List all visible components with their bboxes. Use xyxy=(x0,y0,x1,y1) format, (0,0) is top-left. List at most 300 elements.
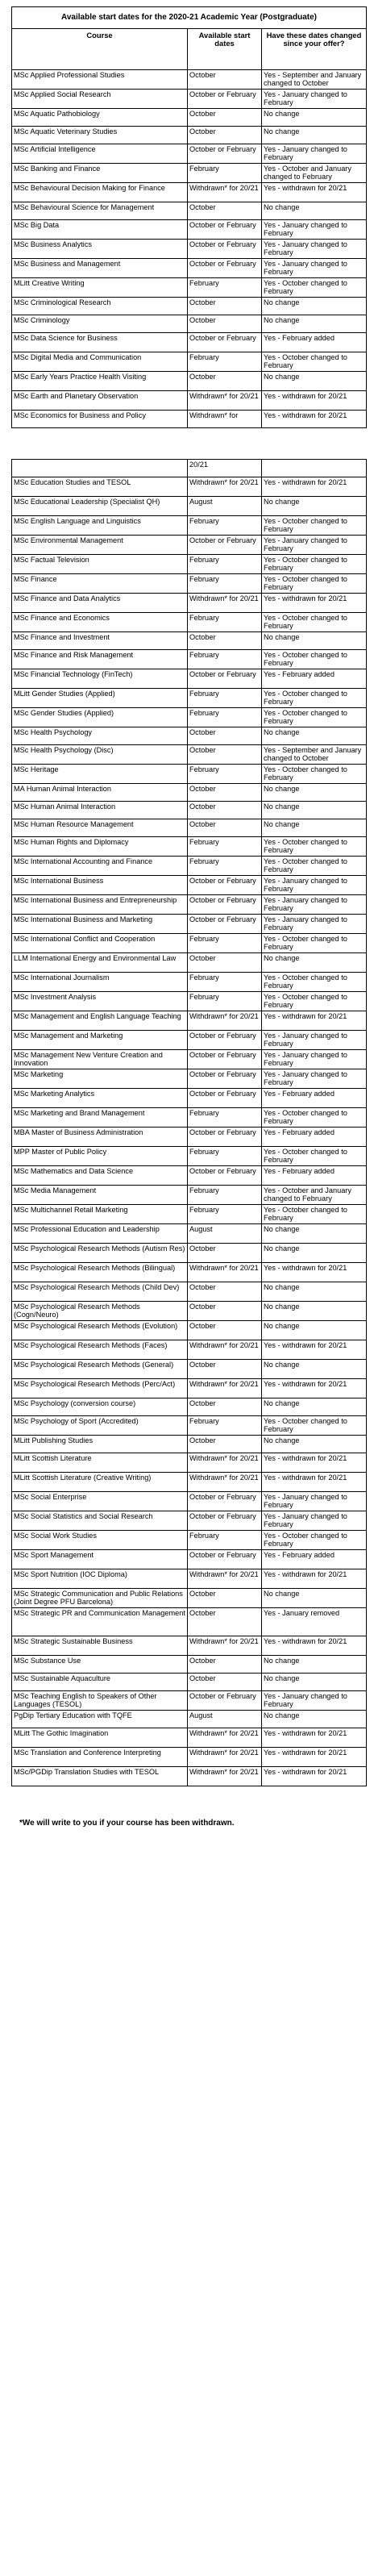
start-dates-cell: October xyxy=(188,1360,262,1379)
course-cell: MSc Health Psychology xyxy=(12,727,188,745)
changed-cell: Yes - withdrawn for 20/21 xyxy=(262,1636,367,1656)
changed-cell: Yes - February added xyxy=(262,333,367,352)
header-course: Course xyxy=(12,29,188,70)
table-row xyxy=(12,497,367,516)
table-title-row xyxy=(12,7,367,29)
start-dates-cell: Withdrawn* for 20/21 xyxy=(188,1569,262,1589)
changed-cell: No change xyxy=(262,202,367,220)
table-row xyxy=(12,802,367,819)
changed-cell: No change xyxy=(262,784,367,802)
course-cell: MSc Finance xyxy=(12,574,188,594)
start-dates-cell: February xyxy=(188,516,262,536)
table-row xyxy=(12,1589,367,1608)
table-row xyxy=(12,1031,367,1050)
table-row xyxy=(12,1186,367,1205)
changed-cell: Yes - withdrawn for 20/21 xyxy=(262,1569,367,1589)
start-dates-cell: Withdrawn* for 20/21 xyxy=(188,1379,262,1398)
start-dates-cell: October xyxy=(188,1656,262,1674)
table-row xyxy=(12,391,367,411)
course-cell: MSc Criminology xyxy=(12,315,188,333)
changed-cell: Yes - February added xyxy=(262,1089,367,1108)
table-row xyxy=(12,1244,367,1263)
changed-cell: Yes - January changed to February xyxy=(262,1069,367,1089)
table-row xyxy=(12,1340,367,1360)
changed-cell: No change xyxy=(262,953,367,973)
course-cell: MSc Psychological Research Methods (Cogn/Neuro) xyxy=(12,1302,188,1321)
changed-cell: Yes - October changed to February xyxy=(262,352,367,372)
table-row xyxy=(12,953,367,973)
course-cell: MSc Data Science for Business xyxy=(12,333,188,352)
changed-cell: No change xyxy=(262,127,367,144)
course-cell: MA Human Animal Interaction xyxy=(12,784,188,802)
table-row xyxy=(12,934,367,953)
course-cell: MSc Social Statistics and Social Research xyxy=(12,1511,188,1531)
course-cell: MSc International Accounting and Finance xyxy=(12,857,188,876)
table-row xyxy=(12,1767,367,1786)
table-row xyxy=(12,1108,367,1128)
course-cell: MSc Psychological Research Methods (General) xyxy=(12,1360,188,1379)
table-row xyxy=(12,1711,367,1728)
start-dates-cell: October xyxy=(188,1282,262,1302)
table-row xyxy=(12,1416,367,1436)
course-cell: MLitt The Gothic Imagination xyxy=(12,1728,188,1748)
course-cell: MSc Human Rights and Diplomacy xyxy=(12,837,188,857)
table-row xyxy=(12,765,367,784)
changed-cell: Yes - October changed to February xyxy=(262,1205,367,1224)
course-cell: MSc Psychological Research Methods (Bilingual) xyxy=(12,1263,188,1282)
table-row xyxy=(12,1089,367,1108)
changed-cell: Yes - withdrawn for 20/21 xyxy=(262,1453,367,1473)
start-dates-cell: October or February xyxy=(188,144,262,164)
start-dates-cell: February xyxy=(188,1186,262,1205)
table-row xyxy=(12,1302,367,1321)
start-dates-cell: October xyxy=(188,1674,262,1691)
course-cell: MSc Banking and Finance xyxy=(12,164,188,183)
start-dates-cell: February xyxy=(188,934,262,953)
course-cell: MSc Media Management xyxy=(12,1186,188,1205)
table-row xyxy=(12,689,367,708)
continuation-changed-cell xyxy=(262,460,367,477)
start-dates-cell: February xyxy=(188,613,262,632)
start-dates-cell: October or February xyxy=(188,333,262,352)
table-row xyxy=(12,240,367,259)
start-dates-cell: Withdrawn* for 20/21 xyxy=(188,183,262,202)
course-cell: MSc Business Analytics xyxy=(12,240,188,259)
start-dates-cell: October xyxy=(188,1608,262,1636)
changed-cell: Yes - withdrawn for 20/21 xyxy=(262,477,367,497)
course-cell: PgDip Tertiary Education with TQFE xyxy=(12,1711,188,1728)
header-changed: Have these dates changed since your offer? xyxy=(262,29,367,70)
course-cell: MSc Finance and Investment xyxy=(12,632,188,650)
course-cell: MSc Aquatic Pathobiology xyxy=(12,109,188,127)
changed-cell: No change xyxy=(262,1711,367,1728)
table-row xyxy=(12,1550,367,1569)
start-dates-cell: October or February xyxy=(188,1050,262,1069)
start-dates-cell: February xyxy=(188,1531,262,1550)
start-dates-cell: October or February xyxy=(188,1128,262,1147)
course-cell: MSc Multichannel Retail Marketing xyxy=(12,1205,188,1224)
changed-cell: Yes - October changed to February xyxy=(262,613,367,632)
start-dates-cell: October xyxy=(188,802,262,819)
changed-cell: Yes - October changed to February xyxy=(262,516,367,536)
changed-cell: Yes - October changed to February xyxy=(262,1147,367,1166)
start-dates-cell: October or February xyxy=(188,1691,262,1711)
changed-cell: No change xyxy=(262,1436,367,1453)
course-cell: MSc Artificial Intelligence xyxy=(12,144,188,164)
start-dates-cell: October or February xyxy=(188,240,262,259)
changed-cell: No change xyxy=(262,1244,367,1263)
table-row xyxy=(12,1569,367,1589)
table-row xyxy=(12,1748,367,1767)
changed-cell: No change xyxy=(262,1674,367,1691)
table-row xyxy=(12,1050,367,1069)
start-dates-cell: October or February xyxy=(188,1492,262,1511)
table-row xyxy=(12,669,367,689)
changed-cell: Yes - January changed to February xyxy=(262,259,367,278)
table-row xyxy=(12,1011,367,1031)
start-dates-cell: October xyxy=(188,953,262,973)
start-dates-cell: Withdrawn* for 20/21 xyxy=(188,1767,262,1786)
start-dates-cell: October xyxy=(188,819,262,837)
table-row xyxy=(12,973,367,992)
table-row xyxy=(12,1453,367,1473)
course-cell: MSc Strategic Sustainable Business xyxy=(12,1636,188,1656)
changed-cell: No change xyxy=(262,1398,367,1416)
footnote: *We will write to you if your course has been withdrawn. xyxy=(19,1819,235,1828)
changed-cell: No change xyxy=(262,802,367,819)
continuation-course-cell xyxy=(12,460,188,477)
changed-cell: Yes - February added xyxy=(262,1550,367,1569)
start-dates-cell: October xyxy=(188,745,262,765)
changed-cell: Yes - October changed to February xyxy=(262,1531,367,1550)
course-cell: MSc Translation and Conference Interpreting xyxy=(12,1748,188,1767)
start-dates-cell: August xyxy=(188,1711,262,1728)
changed-cell: No change xyxy=(262,315,367,333)
table-row xyxy=(12,837,367,857)
start-dates-cell: February xyxy=(188,650,262,669)
table-row xyxy=(12,477,367,497)
course-cell: MSc Management New Venture Creation and Innovation xyxy=(12,1050,188,1069)
course-cell: MSc Psychology (conversion course) xyxy=(12,1398,188,1416)
table-row xyxy=(12,1147,367,1166)
table-row xyxy=(12,1636,367,1656)
changed-cell: No change xyxy=(262,727,367,745)
start-dates-table-part2 xyxy=(11,459,367,1786)
start-dates-cell: October xyxy=(188,109,262,127)
course-cell: MSc Marketing xyxy=(12,1069,188,1089)
changed-cell: Yes - January changed to February xyxy=(262,536,367,555)
course-cell: MSc Investment Analysis xyxy=(12,992,188,1011)
changed-cell: Yes - October changed to February xyxy=(262,973,367,992)
changed-cell: Yes - withdrawn for 20/21 xyxy=(262,1340,367,1360)
course-cell: MSc Criminological Research xyxy=(12,298,188,315)
start-dates-cell: October or February xyxy=(188,259,262,278)
start-dates-cell: Withdrawn* for 20/21 xyxy=(188,1728,262,1748)
changed-cell: Yes - October and January changed to February xyxy=(262,1186,367,1205)
course-cell: MLitt Publishing Studies xyxy=(12,1436,188,1453)
course-cell: MSc Mathematics and Data Science xyxy=(12,1166,188,1186)
table-row xyxy=(12,536,367,555)
start-dates-cell: October xyxy=(188,1321,262,1340)
start-dates-cell: August xyxy=(188,497,262,516)
start-dates-cell: February xyxy=(188,1205,262,1224)
start-dates-cell: February xyxy=(188,278,262,298)
changed-cell: Yes - January changed to February xyxy=(262,1492,367,1511)
start-dates-cell: October or February xyxy=(188,895,262,915)
page-break xyxy=(11,428,366,459)
document xyxy=(11,6,366,1828)
start-dates-cell: October xyxy=(188,1589,262,1608)
changed-cell: Yes - October changed to February xyxy=(262,765,367,784)
table-row xyxy=(12,1166,367,1186)
table-row xyxy=(12,220,367,240)
table-row xyxy=(12,333,367,352)
start-dates-cell: October or February xyxy=(188,1511,262,1531)
table-row xyxy=(12,70,367,90)
course-cell: MSc International Conflict and Cooperation xyxy=(12,934,188,953)
changed-cell: Yes - January changed to February xyxy=(262,220,367,240)
changed-cell: No change xyxy=(262,298,367,315)
start-dates-cell: Withdrawn* for 20/21 xyxy=(188,1473,262,1492)
course-cell: MSc Psychological Research Methods (Child Dev) xyxy=(12,1282,188,1302)
course-cell: MSc International Journalism xyxy=(12,973,188,992)
changed-cell: Yes - September and January changed to October xyxy=(262,745,367,765)
changed-cell: Yes - withdrawn for 20/21 xyxy=(262,183,367,202)
table-row xyxy=(12,202,367,220)
table-row xyxy=(12,278,367,298)
table-row xyxy=(12,1263,367,1282)
course-cell: MSc Social Enterprise xyxy=(12,1492,188,1511)
table-row xyxy=(12,574,367,594)
start-dates-cell: Withdrawn* for 20/21 xyxy=(188,1453,262,1473)
changed-cell: Yes - withdrawn for 20/21 xyxy=(262,1728,367,1748)
start-dates-cell: Withdrawn* for 20/21 xyxy=(188,1340,262,1360)
course-cell: MSc Health Psychology (Disc) xyxy=(12,745,188,765)
start-dates-cell: February xyxy=(188,352,262,372)
course-cell: MLitt Scottish Literature xyxy=(12,1453,188,1473)
changed-cell: No change xyxy=(262,1656,367,1674)
changed-cell: Yes - withdrawn for 20/21 xyxy=(262,1748,367,1767)
table-row xyxy=(12,594,367,613)
table-row xyxy=(12,1656,367,1674)
start-dates-cell: February xyxy=(188,1147,262,1166)
table-row xyxy=(12,992,367,1011)
start-dates-cell: October xyxy=(188,1398,262,1416)
course-cell: MSc Teaching English to Speakers of Other Languages (TESOL) xyxy=(12,1691,188,1711)
changed-cell: Yes - January changed to February xyxy=(262,915,367,934)
start-dates-cell: October xyxy=(188,727,262,745)
course-cell: MSc Gender Studies (Applied) xyxy=(12,708,188,727)
course-cell: MSc Strategic Communication and Public Relations (Joint Degree PFU Barcelona) xyxy=(12,1589,188,1608)
table-row xyxy=(12,259,367,278)
start-dates-cell: October or February xyxy=(188,1031,262,1050)
table-row xyxy=(12,1492,367,1511)
changed-cell: No change xyxy=(262,497,367,516)
start-dates-cell: October or February xyxy=(188,669,262,689)
start-dates-cell: February xyxy=(188,973,262,992)
table-row xyxy=(12,876,367,895)
table-row xyxy=(12,1436,367,1453)
start-dates-cell: February xyxy=(188,708,262,727)
start-dates-cell: February xyxy=(188,1108,262,1128)
course-cell: MSc Substance Use xyxy=(12,1656,188,1674)
course-cell: MLitt Creative Writing xyxy=(12,278,188,298)
course-cell: MSc Environmental Management xyxy=(12,536,188,555)
table-row xyxy=(12,1205,367,1224)
start-dates-cell: Withdrawn* for 20/21 xyxy=(188,477,262,497)
changed-cell: Yes - October changed to February xyxy=(262,708,367,727)
start-dates-cell: Withdrawn* for 20/21 xyxy=(188,1263,262,1282)
course-cell: MSc Educational Leadership (Specialist QH) xyxy=(12,497,188,516)
start-dates-cell: February xyxy=(188,992,262,1011)
changed-cell: Yes - October changed to February xyxy=(262,992,367,1011)
course-cell: MSc Human Animal Interaction xyxy=(12,802,188,819)
course-cell: LLM International Energy and Environmental Law xyxy=(12,953,188,973)
course-cell: MSc Human Resource Management xyxy=(12,819,188,837)
table-row xyxy=(12,144,367,164)
course-cell: MLitt Scottish Literature (Creative Writing) xyxy=(12,1473,188,1492)
table-row xyxy=(12,298,367,315)
start-dates-cell: October or February xyxy=(188,90,262,109)
start-dates-cell: October xyxy=(188,784,262,802)
course-cell: MSc International Business xyxy=(12,876,188,895)
changed-cell: Yes - withdrawn for 20/21 xyxy=(262,391,367,411)
table-row xyxy=(12,1473,367,1492)
table-row xyxy=(12,632,367,650)
start-dates-cell: October or February xyxy=(188,220,262,240)
course-cell: MSc Financial Technology (FinTech) xyxy=(12,669,188,689)
course-cell: MSc Aquatic Veterinary Studies xyxy=(12,127,188,144)
table-row xyxy=(12,1531,367,1550)
changed-cell: Yes - withdrawn for 20/21 xyxy=(262,1263,367,1282)
course-cell: MSc Social Work Studies xyxy=(12,1531,188,1550)
start-dates-cell: October xyxy=(188,70,262,90)
course-cell: MSc International Business and Entrepreneurship xyxy=(12,895,188,915)
changed-cell: Yes - October changed to February xyxy=(262,689,367,708)
changed-cell: Yes - January changed to February xyxy=(262,1691,367,1711)
start-dates-table-part1 xyxy=(11,6,367,428)
start-dates-cell: Withdrawn* for 20/21 xyxy=(188,1636,262,1656)
start-dates-cell: October or February xyxy=(188,876,262,895)
table-row xyxy=(12,819,367,837)
course-cell: MSc Psychological Research Methods (Autism Res) xyxy=(12,1244,188,1263)
start-dates-cell: August xyxy=(188,1224,262,1244)
table-row xyxy=(12,1608,367,1636)
start-dates-cell: October xyxy=(188,1302,262,1321)
changed-cell: Yes - October changed to February xyxy=(262,555,367,574)
course-cell: MSc Psychology of Sport (Accredited) xyxy=(12,1416,188,1436)
table-row xyxy=(12,1398,367,1416)
table-row xyxy=(12,895,367,915)
table-row xyxy=(12,372,367,391)
table-row xyxy=(12,1128,367,1147)
table-row xyxy=(12,650,367,669)
continuation-row xyxy=(12,460,367,477)
table-row xyxy=(12,1691,367,1711)
course-cell: MSc Business and Management xyxy=(12,259,188,278)
start-dates-cell: October xyxy=(188,298,262,315)
start-dates-cell: February xyxy=(188,689,262,708)
start-dates-cell: February xyxy=(188,837,262,857)
course-cell: MSc Digital Media and Communication xyxy=(12,352,188,372)
changed-cell: Yes - withdrawn for 20/21 xyxy=(262,1011,367,1031)
start-dates-cell: October or February xyxy=(188,1089,262,1108)
start-dates-cell: February xyxy=(188,574,262,594)
course-cell: MSc Professional Education and Leadership xyxy=(12,1224,188,1244)
course-cell: MLitt Gender Studies (Applied) xyxy=(12,689,188,708)
table-row xyxy=(12,1360,367,1379)
table-row xyxy=(12,1674,367,1691)
table-row xyxy=(12,1511,367,1531)
changed-cell: Yes - February added xyxy=(262,669,367,689)
table-row xyxy=(12,352,367,372)
changed-cell: Yes - withdrawn for 20/21 xyxy=(262,1379,367,1398)
course-cell: MSc/PGDip Translation Studies with TESOL xyxy=(12,1767,188,1786)
start-dates-cell: February xyxy=(188,1416,262,1436)
course-cell: MBA Master of Business Administration xyxy=(12,1128,188,1147)
table-body-part2 xyxy=(12,460,367,1786)
continuation-start-cell: 20/21 xyxy=(188,460,262,477)
table-row xyxy=(12,315,367,333)
header-start-dates: Available start dates xyxy=(188,29,262,70)
course-cell: MSc Marketing and Brand Management xyxy=(12,1108,188,1128)
course-cell: MSc Management and English Language Teaching xyxy=(12,1011,188,1031)
changed-cell: Yes - October changed to February xyxy=(262,837,367,857)
start-dates-cell: October xyxy=(188,315,262,333)
table-row xyxy=(12,90,367,109)
start-dates-cell: October or February xyxy=(188,1069,262,1089)
changed-cell: Yes - withdrawn for 20/21 xyxy=(262,411,367,428)
changed-cell: No change xyxy=(262,1302,367,1321)
table-row xyxy=(12,727,367,745)
course-cell: MSc Applied Social Research xyxy=(12,90,188,109)
course-cell: MSc Psychological Research Methods (Perc/Act) xyxy=(12,1379,188,1398)
changed-cell: No change xyxy=(262,1282,367,1302)
start-dates-cell: October xyxy=(188,372,262,391)
changed-cell: No change xyxy=(262,1589,367,1608)
table-row xyxy=(12,857,367,876)
table-row xyxy=(12,915,367,934)
course-cell: MSc Economics for Business and Policy xyxy=(12,411,188,428)
changed-cell: No change xyxy=(262,819,367,837)
course-cell: MSc Applied Professional Studies xyxy=(12,70,188,90)
start-dates-cell: October xyxy=(188,632,262,650)
course-cell: MSc Finance and Economics xyxy=(12,613,188,632)
course-cell: MSc Early Years Practice Health Visiting xyxy=(12,372,188,391)
table-header-row xyxy=(12,29,367,70)
changed-cell: Yes - January changed to February xyxy=(262,240,367,259)
course-cell: MSc Education Studies and TESOL xyxy=(12,477,188,497)
changed-cell: Yes - February added xyxy=(262,1166,367,1186)
changed-cell: Yes - January changed to February xyxy=(262,144,367,164)
table-row xyxy=(12,411,367,428)
table-title: Available start dates for the 2020-21 Academic Year (Postgraduate) xyxy=(12,7,367,29)
start-dates-cell: Withdrawn* for 20/21 xyxy=(188,594,262,613)
changed-cell: No change xyxy=(262,1321,367,1340)
course-cell: MSc Behavioural Decision Making for Finance xyxy=(12,183,188,202)
course-cell: MSc Sustainable Aquaculture xyxy=(12,1674,188,1691)
start-dates-cell: Withdrawn* for 20/21 xyxy=(188,391,262,411)
start-dates-cell: October xyxy=(188,202,262,220)
course-cell: MPP Master of Public Policy xyxy=(12,1147,188,1166)
course-cell: MSc English Language and Linguistics xyxy=(12,516,188,536)
changed-cell: Yes - October changed to February xyxy=(262,650,367,669)
changed-cell: Yes - October changed to February xyxy=(262,278,367,298)
start-dates-cell: October xyxy=(188,127,262,144)
start-dates-cell: October xyxy=(188,1436,262,1453)
changed-cell: Yes - February added xyxy=(262,1128,367,1147)
changed-cell: Yes - January changed to February xyxy=(262,1050,367,1069)
